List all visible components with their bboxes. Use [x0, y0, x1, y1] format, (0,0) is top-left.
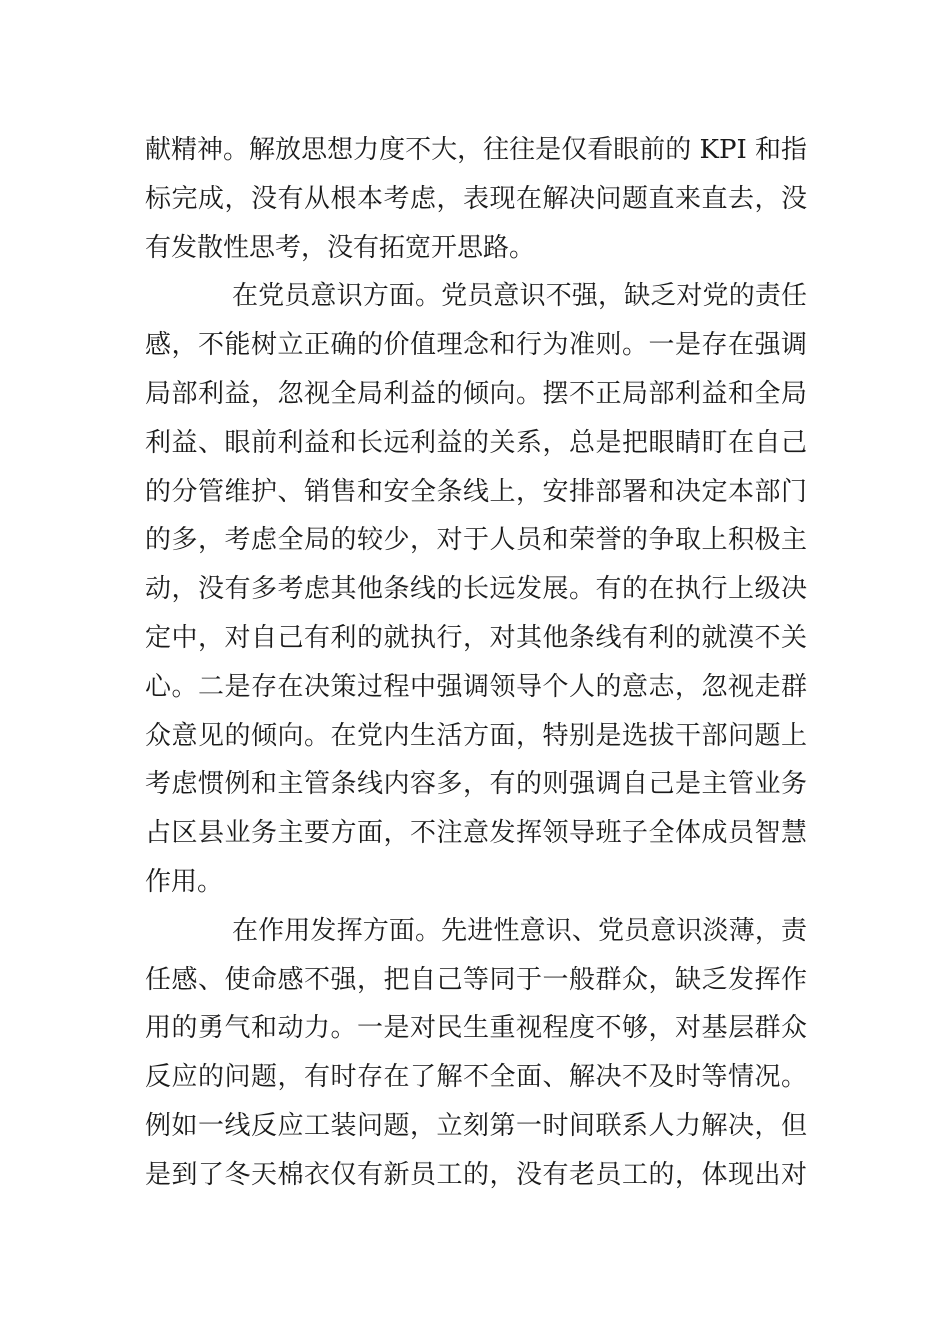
- text-line: 例如一线反应工装问题，立刻第一时间联系人力解决，但: [145, 1110, 807, 1141]
- text-line: 众意见的倾向。在党内生活方面，特别是选拔干部问题上: [145, 720, 807, 751]
- text-line: 动，没有多考虑其他条线的长远发展。有的在执行上级决: [145, 574, 807, 605]
- text-line: 作用。: [145, 866, 224, 897]
- text-line: 的分管维护、销售和安全条线上，安排部署和决定本部门: [145, 476, 807, 507]
- text-line: 感，不能树立正确的价值理念和行为准则。一是存在强调: [145, 330, 807, 361]
- text-line: 在作用发挥方面。先进性意识、党员意识淡薄，责: [232, 915, 807, 946]
- text-line: 用的勇气和动力。一是对民生重视程度不够，对基层群众: [145, 1013, 807, 1044]
- text-line: 占区县业务主要方面，不注意发挥领导班子全体成员智慧: [145, 818, 807, 849]
- text-line: 献精神。解放思想力度不大，往往是仅看眼前的 KPI 和指: [145, 135, 807, 165]
- text-line: 标完成，没有从根本考虑，表现在解决问题直来直去，没: [145, 183, 807, 214]
- body-text: [145, 126, 807, 1200]
- text-line: 任感、使命感不强，把自己等同于一般群众，缺乏发挥作: [145, 964, 807, 995]
- paragraph: [145, 126, 807, 272]
- text-line: 是到了冬天棉衣仅有新员工的，没有老员工的，体现出对: [145, 1159, 807, 1190]
- text-line: 考虑惯例和主管条线内容多，有的则强调自己是主管业务: [145, 769, 807, 800]
- paragraph: [145, 272, 807, 906]
- text-line: 心。二是存在决策过程中强调领导个人的意志，忽视走群: [145, 671, 807, 702]
- text-line: 定中，对自己有利的就执行，对其他条线有利的就漠不关: [145, 622, 807, 653]
- paragraph: [145, 907, 807, 1200]
- text-line: 反应的问题，有时存在了解不全面、解决不及时等情况。: [145, 1062, 807, 1093]
- text-line: 的多，考虑全局的较少，对于人员和荣誉的争取上积极主: [145, 525, 807, 556]
- text-line: 利益、眼前利益和长远利益的关系，总是把眼睛盯在自己: [145, 427, 807, 458]
- text-line: 有发散性思考，没有拓宽开思路。: [145, 232, 536, 263]
- text-line: 局部利益，忽视全局利益的倾向。摆不正局部利益和全局: [145, 378, 807, 409]
- text-line: 在党员意识方面。党员意识不强，缺乏对党的责任: [232, 281, 807, 312]
